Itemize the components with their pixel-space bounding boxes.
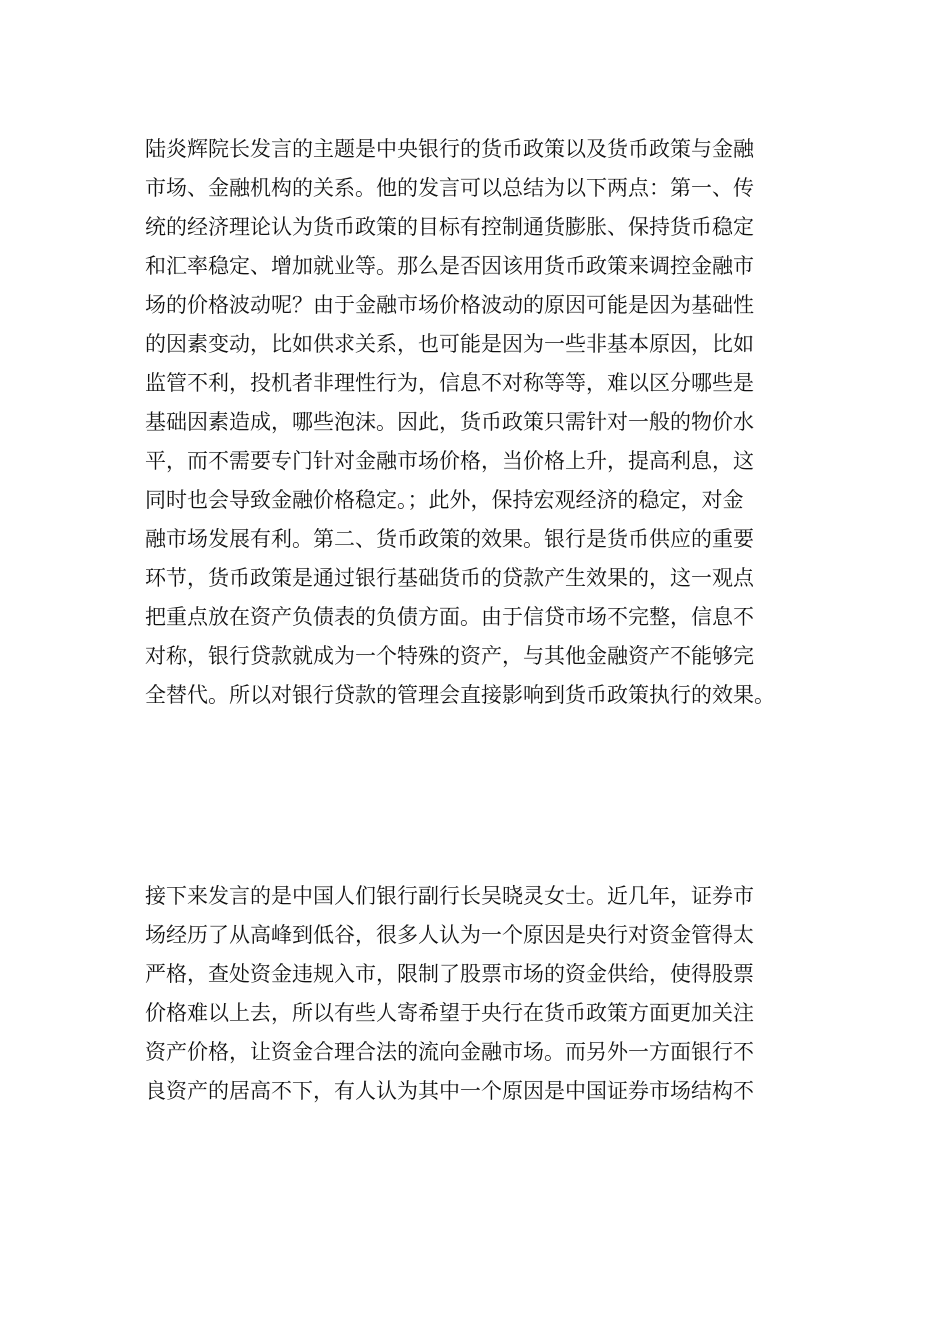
text-line: 价格难以上去，所以有些人寄希望于央行在货币政策方面更加关注 [145, 1001, 754, 1025]
text-line: 的因素变动，比如供求关系，也可能是因为一些非基本原因，比如 [145, 332, 754, 356]
text-line: 市场、金融机构的关系。他的发言可以总结为以下两点：第一、传 [145, 176, 754, 200]
text-line: 和汇率稳定、增加就业等。那么是否因该用货币政策来调控金融市 [145, 254, 754, 278]
text-line: 场的价格波动呢？由于金融市场价格波动的原因可能是因为基础性 [145, 293, 754, 317]
text-line: 陆炎辉院长发言的主题是中央银行的货币政策以及货币政策与金融 [145, 137, 754, 161]
text-line: 监管不利，投机者非理性行为，信息不对称等等，难以区分哪些是 [145, 371, 754, 395]
text-line: 场经历了从高峰到低谷，很多人认为一个原因是央行对资金管得太 [145, 923, 754, 947]
text-line: 把重点放在资产负债表的负债方面。由于信贷市场不完整，信息不 [145, 605, 754, 629]
text-line: 融市场发展有利。第二、货币政策的效果。银行是货币供应的重要 [145, 527, 754, 551]
paragraph-vice-governor-speech [145, 877, 805, 1111]
text-line: 全替代。所以对银行贷款的管理会直接影响到货币政策执行的效果。 [145, 683, 775, 707]
text-line: 环节，货币政策是通过银行基础货币的贷款产生效果的，这一观点 [145, 566, 754, 590]
text-line: 资产价格，让资金合理合法的流向金融市场。而另外一方面银行不 [145, 1040, 754, 1064]
text-line: 平，而不需要专门针对金融市场价格，当价格上升，提高利息，这 [145, 449, 754, 473]
text-line: 统的经济理论认为货币政策的目标有控制通货膨胀、保持货币稳定 [145, 215, 754, 239]
text-line: 同时也会导致金融价格稳定。；此外，保持宏观经济的稳定，对金 [145, 488, 744, 512]
text-line: 对称，银行贷款就成为一个特殊的资产，与其他金融资产不能够完 [145, 644, 754, 668]
text-line: 良资产的居高不下，有人认为其中一个原因是中国证券市场结构不 [145, 1079, 754, 1103]
paragraph-central-bank-policy [145, 130, 805, 715]
text-line: 基础因素造成，哪些泡沫。因此，货币政策只需针对一般的物价水 [145, 410, 754, 434]
text-line: 接下来发言的是中国人们银行副行长吴晓灵女士。近几年，证券市 [145, 884, 754, 908]
text-line: 严格，查处资金违规入市，限制了股票市场的资金供给，使得股票 [145, 962, 754, 986]
